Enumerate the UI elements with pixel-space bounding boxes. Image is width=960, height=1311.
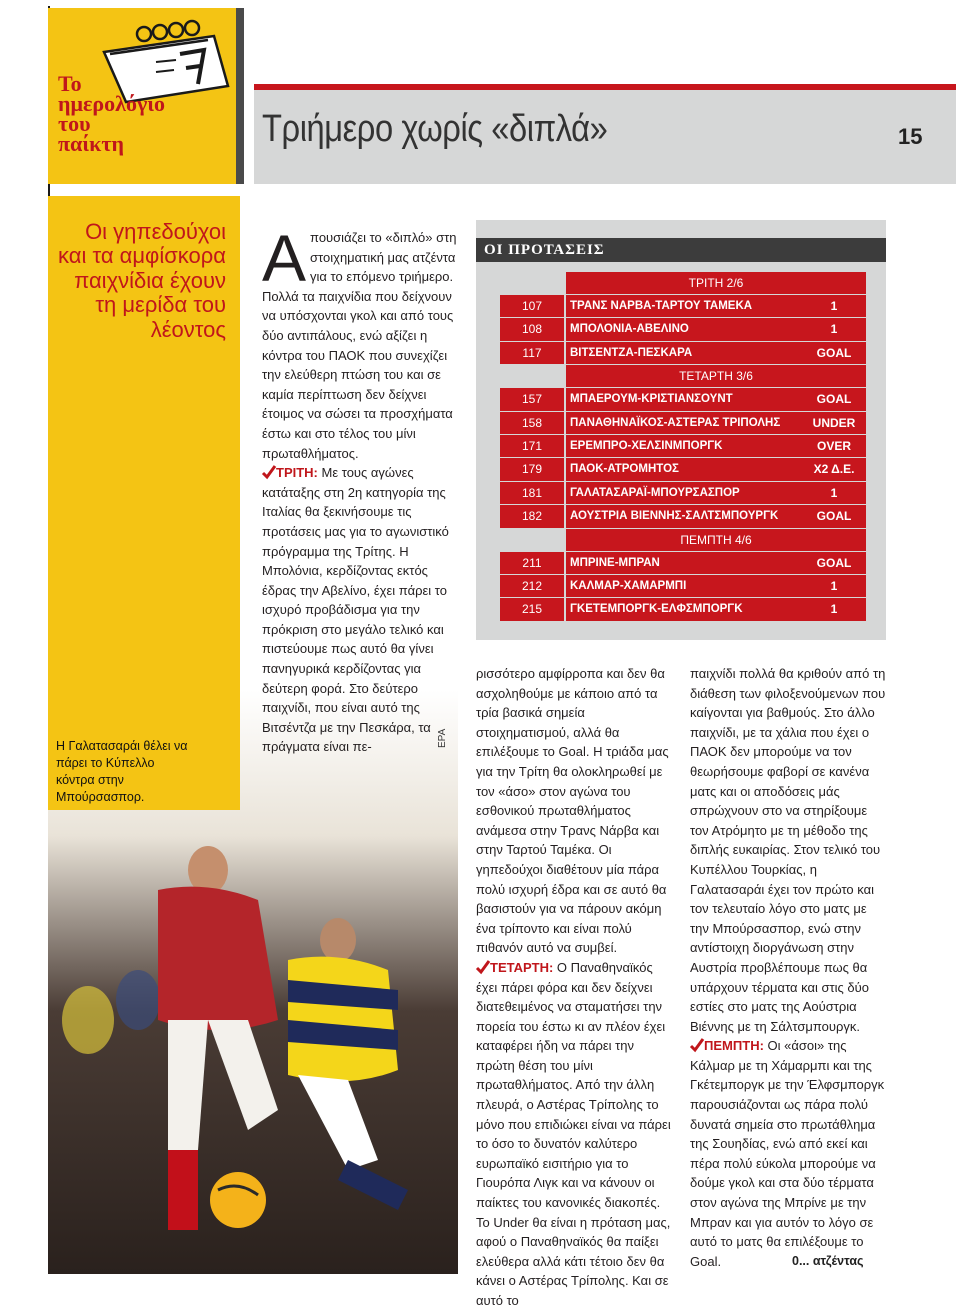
thursday-text: Οι «άσοι» της Κάλμαρ με τη Χάμαρμπι και της Γκέτεμποργκ με την Έλφσμποργκ παρουσιάζονται ως πάρα πολύ δυνατά σημεία στο πρωτάθλημα της Σουηδίας, ενώ από εκεί και πέρα πολύ εύκολα μπορούμε να δούμε γκολ και στα δύο τέρματα στον αγώνα της Μπρίνε με την Μπραν και για αυτόν το λόγο σε αυτό το ματς θα επιλέξουμε το Goal.	[690, 1038, 885, 1269]
match-name: ΠΑΟΚ-ΑΤΡΟΜΗΤΟΣ	[566, 458, 802, 480]
match-code: 215	[500, 598, 564, 620]
article-intro-paragraph	[262, 221, 460, 463]
match-tip: 1	[802, 598, 866, 620]
match-name: ΜΠΡΙΝΕ-ΜΠΡΑΝ	[566, 552, 802, 574]
table-row	[500, 505, 866, 527]
wednesday-paragraph	[476, 958, 672, 1311]
match-tip: GOAL	[802, 505, 866, 527]
match-tip: GOAL	[802, 342, 866, 364]
logo-line-2: ημερολόγιο	[58, 91, 166, 116]
match-name: ΑΟΥΣΤΡΙΑ ΒΙΕΝΝΗΣ-ΣΑΛΤΣΜΠΟΥΡΓΚ	[566, 505, 802, 527]
logo-line-3: του	[58, 111, 91, 136]
table-row	[500, 598, 866, 620]
table-row	[500, 318, 866, 340]
day-header-tuesday: ΤΡΙΤΗ 2/6	[566, 272, 866, 294]
column-logo	[58, 71, 238, 156]
checkmark-icon	[476, 960, 490, 974]
match-name: ΜΠΑΕΡΟΥΜ-ΚΡΙΣΤΙΑΝΣΟΥΝΤ	[566, 388, 802, 410]
checkmark-icon	[262, 465, 276, 479]
table-row	[500, 435, 866, 457]
table-row	[500, 295, 866, 317]
wednesday-text: Ο Παναθηναϊκός έχει πάρει φόρα και δεν δείχνει διατεθειμένος να σταματήσει την πορεία του έστω κι αν πλέον έχει καταφέρει ήδη να πάρει την πρώτη θέση του μίνι πρωταθλήματος. Από την άλλη πλευρά, ο Αστέρας Τρίπολης το μόνο που επιδιώκει είναι να πάρει το όσο το δυνατόν καλύτερο ευρωπαϊκό εισιτήριο για το Γιουρόπα Λιγκ και να κάνουν οι παίκτες του κανονικές διακοπές. Το Under θα είναι η πρόταση μας, αφού ο Παναθηναϊκός θα παίξει ελεύθερα αλλά κάτι τέτοιο δεν θα κάνει ο Αστέρας Τρίπολης. Και σε αυτό το	[476, 959, 671, 1308]
article-column-1	[262, 221, 460, 757]
proposals-table	[500, 272, 866, 622]
wednesday-continued-paragraph: παιχνίδι πολλά θα κριθούν από τη διάθεση των φιλοξενούμενων που καίγονται για βαθμούς. Στο άλλο παιχνίδι, με τα χάλια που έχει ο ΠΑΟΚ δεν μπορούμε να τον θεωρήσουμε φαβορί σε κανένα ματς και οι αποδόσεις μάς σπρώχνουν στο να στηρίξουμε τον Ατρόμητο με τη μέθοδο της διπλής ευκαιρίας. Στον τελικό του Κυπέλλου Τουρκίας, η Γαλατασαράι έχει τον πρώτο και τον τελευταίο λόγο στο ματς με την Μπούρσασπορ, ενώ στην αντίστοιχη διοργάνωση στην Αυστρία προβλέπουμε πως θα υπάρχουν τέρματα και στις δύο εστίες στο ματς της Αούστρια Βιέννης με τη Σάλτσμπουργκ.	[690, 666, 886, 1034]
match-tip: 1	[802, 575, 866, 597]
thursday-label: ΠΕΜΠΤΗ:	[704, 1038, 764, 1054]
match-code: 181	[500, 482, 564, 504]
thursday-paragraph	[690, 1036, 886, 1271]
match-tip: GOAL	[802, 552, 866, 574]
match-tip: 1	[802, 295, 866, 317]
match-code: 212	[500, 575, 564, 597]
match-code: 211	[500, 552, 564, 574]
match-name: ΕΡΕΜΠΡΟ-ΧΕΛΣΙΝΜΠΟΡΓΚ	[566, 435, 802, 457]
table-row	[500, 412, 866, 434]
page-number: 15	[898, 124, 923, 149]
match-code: 107	[500, 295, 564, 317]
photo-credit: ΕΡΑ	[437, 728, 448, 748]
match-tip: UNDER	[802, 412, 866, 434]
day-header-wednesday: ΤΕΤΑΡΤΗ 3/6	[566, 365, 866, 387]
table-row	[500, 458, 866, 480]
tuesday-continued-paragraph: ρισσότερο αμφίρροπα και δεν θα ασχοληθούμε με κάποιο από τα τρία βασικά σημεία στοιχηματισμού, αλλά θα επιλέξουμε το Goal. Η τριάδα μας για την Τρίτη θα ολοκληρωθεί με τον «άσο» στον αγώνα του εσθονικού πρωταθλήματος ανάμεσα στην Τρανς Νάρβα και στην Ταρτού Ταμέκα. Οι γηπεδούχοι διαθέτουν μία πάρα πολύ ισχυρή έδρα και σε αυτό θα βασιστούν για να πάρουν ακόμη ένα τρίποντο και είναι πολύ πιθανόν αυτό να συμβεί.	[476, 666, 669, 956]
article-column-3	[690, 664, 886, 1271]
match-code: 158	[500, 412, 564, 434]
proposals-title: ΟΙ ΠΡΟΤΑΣΕΙΣ	[476, 238, 886, 262]
day-header-thursday: ΠΕΜΠΤΗ 4/6	[566, 529, 866, 551]
table-row	[500, 482, 866, 504]
match-tip: GOAL	[802, 388, 866, 410]
match-tip: Χ2 Δ.Ε.	[802, 458, 866, 480]
tuesday-paragraph	[262, 463, 460, 757]
match-tip: OVER	[802, 435, 866, 457]
table-row	[500, 388, 866, 410]
intro-text: πουσιάζει το «διπλό» στη στοιχηματική μας ατζέντα για το επόμενο τριήμερο. Πολλά τα παιχνίδια που δείχνουν να υπόσχονται γκολ και από τους δύο αντιπάλους, ενώ αξίζει η κόντρα του ΠΑΟΚ που συνεχίζει την ελεύθερη πτώση του και σε καμία περίπτωση δεν δείχνει έτοιμος να σώσει τα προσχήματα έστω και στο τέλος του μίνι πρωταθλήματος.	[262, 230, 457, 461]
match-code: 182	[500, 505, 564, 527]
table-row	[500, 342, 866, 364]
match-code: 108	[500, 318, 564, 340]
match-name: ΜΠΟΛΟΝΙΑ-ΑΒΕΛΙΝΟ	[566, 318, 802, 340]
author-signature: 0... ατζέντας	[792, 1254, 864, 1268]
match-tip: 1	[802, 318, 866, 340]
match-name: ΓΚΕΤΕΜΠΟΡΓΚ-ΕΛΦΣΜΠΟΡΓΚ	[566, 598, 802, 620]
tuesday-label: ΤΡΙΤΗ:	[276, 465, 318, 481]
match-code: 179	[500, 458, 564, 480]
drop-cap: Α	[262, 221, 307, 295]
table-row	[500, 575, 866, 597]
sidebar-tagline: Οι γηπεδούχοι και τα αμφίσκορα παιχνίδια έχουν τη μερίδα του λέοντος	[58, 219, 226, 342]
match-code: 157	[500, 388, 564, 410]
table-row	[500, 552, 866, 574]
match-name: ΚΑΛΜΑΡ-ΧΑΜΑΡΜΠΙ	[566, 575, 802, 597]
match-name: ΒΙΤΣΕΝΤΖΑ-ΠΕΣΚΑΡΑ	[566, 342, 802, 364]
wednesday-label: ΤΕΤΑΡΤΗ:	[490, 959, 554, 975]
checkmark-icon	[690, 1038, 704, 1052]
match-code: 117	[500, 342, 564, 364]
match-name: ΤΡΑΝΣ ΝΑΡΒΑ-ΤΑΡΤΟΥ ΤΑΜΕΚΑ	[566, 295, 802, 317]
match-name: ΓΑΛΑΤΑΣΑΡΑΪ-ΜΠΟΥΡΣΑΣΠΟΡ	[566, 482, 802, 504]
page-title: Τριήμερο χωρίς «διπλά»	[262, 108, 608, 150]
photo-caption: Η Γαλατασαράι θέλει να πάρει το Κύπελλο κόντρα στην Μπούρσασπορ.	[56, 739, 188, 804]
match-name: ΠΑΝΑΘΗΝΑΪΚΟΣ-ΑΣΤΕΡΑΣ ΤΡΙΠΟΛΗΣ	[566, 412, 802, 434]
logo-line-4: παίκτη	[58, 131, 124, 156]
article-column-2	[476, 664, 672, 1311]
match-code: 171	[500, 435, 564, 457]
logo-line-1: Το	[58, 71, 82, 96]
match-tip: 1	[802, 482, 866, 504]
tuesday-text: Με τους αγώνες κατάταξης στη 2η κατηγορία της Ιταλίας θα ξεκινήσουμε τις προτάσεις μας για το αγωνιστικό πρόγραμμα της Τρίτης. Η Μπολόνια, κερδίζοντας εκτός έδρας την Αβελίνο, έχει πάρει το ισχυρό προβάδισμα για την πρόκριση στο μεγάλο τελικό και πιστεύουμε πως αυτό θα γίνει πανηγυρικά κερδίζοντας για δεύτερη φορά. Στο δεύτερο παιχνίδι, που είναι αυτό της Βιτσέντζα με την Πεσκάρα, τα πράγματα είναι πε-	[262, 465, 449, 755]
